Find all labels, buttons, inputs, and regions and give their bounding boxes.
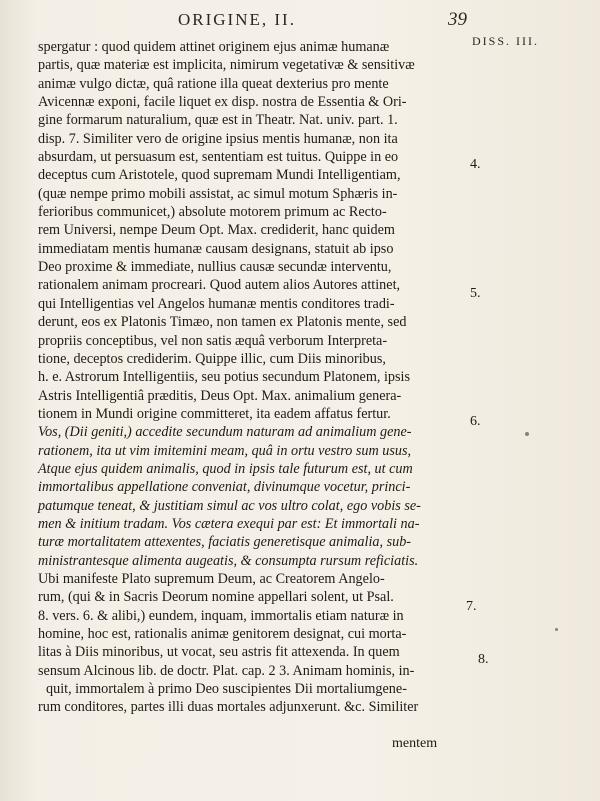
text-line: disp. 7. Similiter vero de origine ipsius mentis humanæ, non ita — [38, 130, 398, 147]
running-head: ORIGINE, II. — [178, 10, 296, 29]
text-line: partis, quæ materiæ est implicita, nimirum vegetativæ & sensitivæ — [38, 57, 415, 74]
paper-spot — [555, 628, 558, 631]
text-line-italic: ministrantesque alimenta augeatis, & consumpta rursum reficiatis. — [38, 552, 419, 569]
marginal-number: 8. — [478, 652, 489, 667]
text-line: h. e. Astrorum Intelligentiis, seu potius secundum Platonem, ipsis — [38, 369, 410, 386]
text-line: derunt, eos ex Platonis Timæo, non tamen ex Platonis mente, sed — [38, 314, 407, 331]
text-line: litas à Diis minoribus, ut vocat, seu astris fit attexenda. In quem — [38, 644, 400, 661]
text-line: rem Universi, nempe Deum Opt. Max. crediderit, hanc quidem — [38, 222, 395, 239]
page-number: 39 — [448, 9, 467, 30]
text-line: Deo proxime & immediate, nullius causæ secundæ interventu, — [38, 259, 392, 276]
text-line-italic: immortalibus appellatione conveniat, divinumque vocetur, princi- — [38, 479, 411, 496]
text-line: homine, hoc est, rationalis animæ genitorem designat, cui morta- — [38, 626, 407, 642]
text-line: qui Intelligentias vel Angelos humanæ mentis conditores tradi- — [38, 295, 395, 312]
text-line: Astris Intelligentiâ præditis, Deus Opt. Max. animalium genera- — [38, 387, 402, 404]
text-line: (quæ nempe primo mobili assistat, ac simul motum Sphæris in- — [38, 185, 398, 202]
marginal-number: 5. — [470, 286, 481, 301]
text-line: rum, (qui & in Sacris Deorum nomine appellari solent, ut Psal. — [38, 589, 394, 606]
text-line: deceptus cum Aristotele, quod supremam Mundi Intelligentiam, — [38, 167, 401, 184]
catchword: mentem — [392, 736, 438, 751]
text-line: gine formarum naturalium, quæ est in Theatr. Nat. univ. part. 1. — [38, 112, 398, 129]
text-line: propriis conceptibus, vel non satis æquâ verborum Interpreta- — [38, 332, 388, 349]
text-line: 8. vers. 6. & alibi,) eundem, inquam, immortalis etiam naturæ in — [38, 607, 404, 624]
body-text — [38, 38, 468, 717]
text-line-italic: patumque teneat, & justitiam simul ac vos ultro colat, ego vobis se- — [38, 497, 421, 514]
text-line: animæ vulgo dictæ, quâ ratione illa queat dexterius pro mente — [38, 75, 389, 92]
text-line-italic: rationem, ita ut vim imitemini meam, quâ in ortu vestro sum usus, — [38, 442, 412, 459]
text-line: tione, deceptos crediderim. Quippe illic, cum Diis minoribus, — [38, 350, 386, 367]
marginal-number: 4. — [470, 157, 481, 172]
marginal-number: 6. — [470, 414, 481, 429]
text-line: Avicennæ exponi, facile liquet ex disp. nostra de Essentia & Ori- — [38, 94, 407, 111]
text-line: absurdam, ut persuasum est, sententiam est tuitus. Quippe in eo — [38, 149, 399, 166]
text-line-italic: turæ mortalitatem attexentes, faciatis generetisque animalia, sub- — [38, 534, 412, 551]
text-line-italic: men & initium tradam. Vos cætera exequi par est: Et immortali na- — [38, 515, 420, 532]
text-line: quit, immortalem à primo Deo suscipientes Dii mortaliumgene- — [46, 681, 407, 698]
marginal-number: 7. — [466, 599, 477, 614]
text-line-italic: Atque ejus quidem animalis, quod in ipsis tale futurum est, ut cum — [38, 460, 413, 477]
text-line: Ubi manifeste Plato supremum Deum, ac Creatorem Angelo- — [38, 570, 385, 587]
text-line: sensum Alcinous lib. de doctr. Plat. cap. 2 3. Animam hominis, in- — [38, 662, 415, 679]
paper-spot — [525, 432, 529, 436]
text-line: rum conditores, partes illi duas mortales adjunxerunt. &c. Similiter — [38, 699, 419, 716]
text-line: rationalem animam procreari. Quod autem alios Autores attinet, — [38, 277, 401, 294]
text-line: ferioribus communicet,) absolute motorem primum ac Recto- — [38, 204, 387, 221]
text-line: immediatam mentis humanæ causam designans, statuit ab ipso — [38, 240, 394, 257]
section-label: DISS. III. — [472, 34, 539, 48]
text-line: spergatur : quod quidem attinet originem ejus animæ humanæ — [38, 39, 390, 55]
text-line: tionem in Mundi origine committeret, ita eadem affatus fertur. — [38, 405, 391, 422]
text-line-italic: Vos, (Dii geniti,) accedite secundum naturam ad animalium gene- — [38, 424, 412, 441]
